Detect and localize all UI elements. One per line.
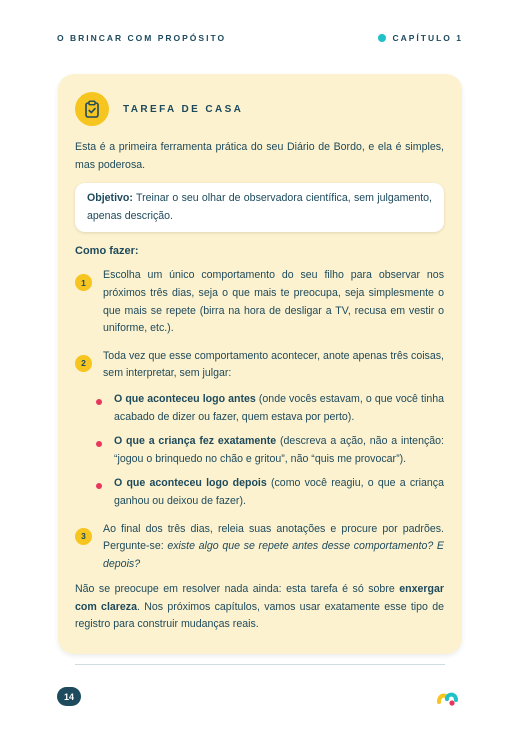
chapter-dot-icon [378, 34, 386, 42]
page-header [57, 33, 463, 43]
bullet-dot-icon [96, 399, 102, 405]
brand-logo-icon [434, 689, 464, 712]
step-number-badge: 2 [75, 355, 92, 372]
list-item [96, 391, 444, 426]
step-text: Toda vez que esse comportamento acontecer, anote apenas três coisas, sem interpretar, sem julgar: [103, 349, 444, 380]
book-title: O BRINCAR COM PROPÓSITO [57, 33, 227, 43]
chapter-label [378, 33, 463, 43]
list-item-text [114, 475, 444, 510]
footer-divider [75, 664, 445, 665]
step-text [103, 521, 444, 574]
homework-card [58, 74, 462, 654]
page-number: 14 [57, 687, 81, 706]
card-title: TAREFA DE CASA [123, 103, 244, 115]
objective-text [87, 190, 432, 225]
intro-paragraph: Esta é a primeira ferramenta prática do seu Diário de Bordo, e ela é simples, mas poderosa. [75, 141, 444, 171]
objective-body: Treinar o seu olhar de observadora científica, sem julgamento, apenas descrição. [87, 192, 432, 222]
clipboard-check-icon [75, 92, 109, 126]
step-number-badge: 3 [75, 528, 92, 545]
list-item [96, 433, 444, 468]
list-item-body: (onde vocês estavam, o que você tinha acabado de dizer ou fazer, quem estava por perto). [114, 392, 444, 423]
list-item-text [114, 433, 444, 468]
step-number-badge: 1 [75, 274, 92, 291]
list-item-bold: O que aconteceu logo antes [114, 392, 256, 405]
list-item-bold: O que aconteceu logo depois [114, 477, 267, 490]
objective-label: Objetivo: [87, 192, 133, 205]
observation-list [96, 391, 444, 511]
step-1 [75, 267, 444, 337]
closing-bold: enxergar com clareza [75, 583, 444, 613]
closing-paragraph [75, 581, 444, 634]
closing-post: . Nos próximos capítulos, vamos usar exatamente esse tipo de registro para construir mudanças reais. [75, 600, 444, 631]
chapter-text: CAPÍTULO 1 [392, 33, 463, 43]
bullet-dot-icon [96, 441, 102, 447]
step-3 [75, 521, 444, 574]
list-item-body: (descreva a ação, não a intenção: “jogou o brinquedo no chão e gritou”, não “quis me provocar”). [114, 435, 444, 465]
card-header [75, 92, 444, 126]
step-text: Escolha um único comportamento do seu filho para observar nos próximos três dias, seja o que mais te preocupa, seja simplesmente o que mais se repete (birra na hora de desligar a TV, recusa em vestir o uniforme, etc.). [103, 269, 444, 335]
list-item [96, 475, 444, 510]
step-2 [75, 348, 444, 383]
step-text-italic: existe algo que se repete antes desse comportamento? E depois? [103, 540, 444, 570]
objective-box [75, 183, 444, 232]
list-item-bold: O que a criança fez exatamente [114, 435, 277, 448]
bullet-dot-icon [96, 483, 102, 489]
how-to-heading: Como fazer: [75, 245, 139, 258]
list-item-body: (como você reagiu, o que a criança ganhou ou deixou de fazer). [114, 477, 444, 507]
list-item-text [114, 391, 444, 426]
step-text-main: Ao final dos três dias, releia suas anotações e procure por padrões. Pergunte-se: [103, 522, 444, 553]
closing-pre: Não se preocupe em resolver nada ainda: esta tarefa é só sobre [75, 583, 400, 596]
